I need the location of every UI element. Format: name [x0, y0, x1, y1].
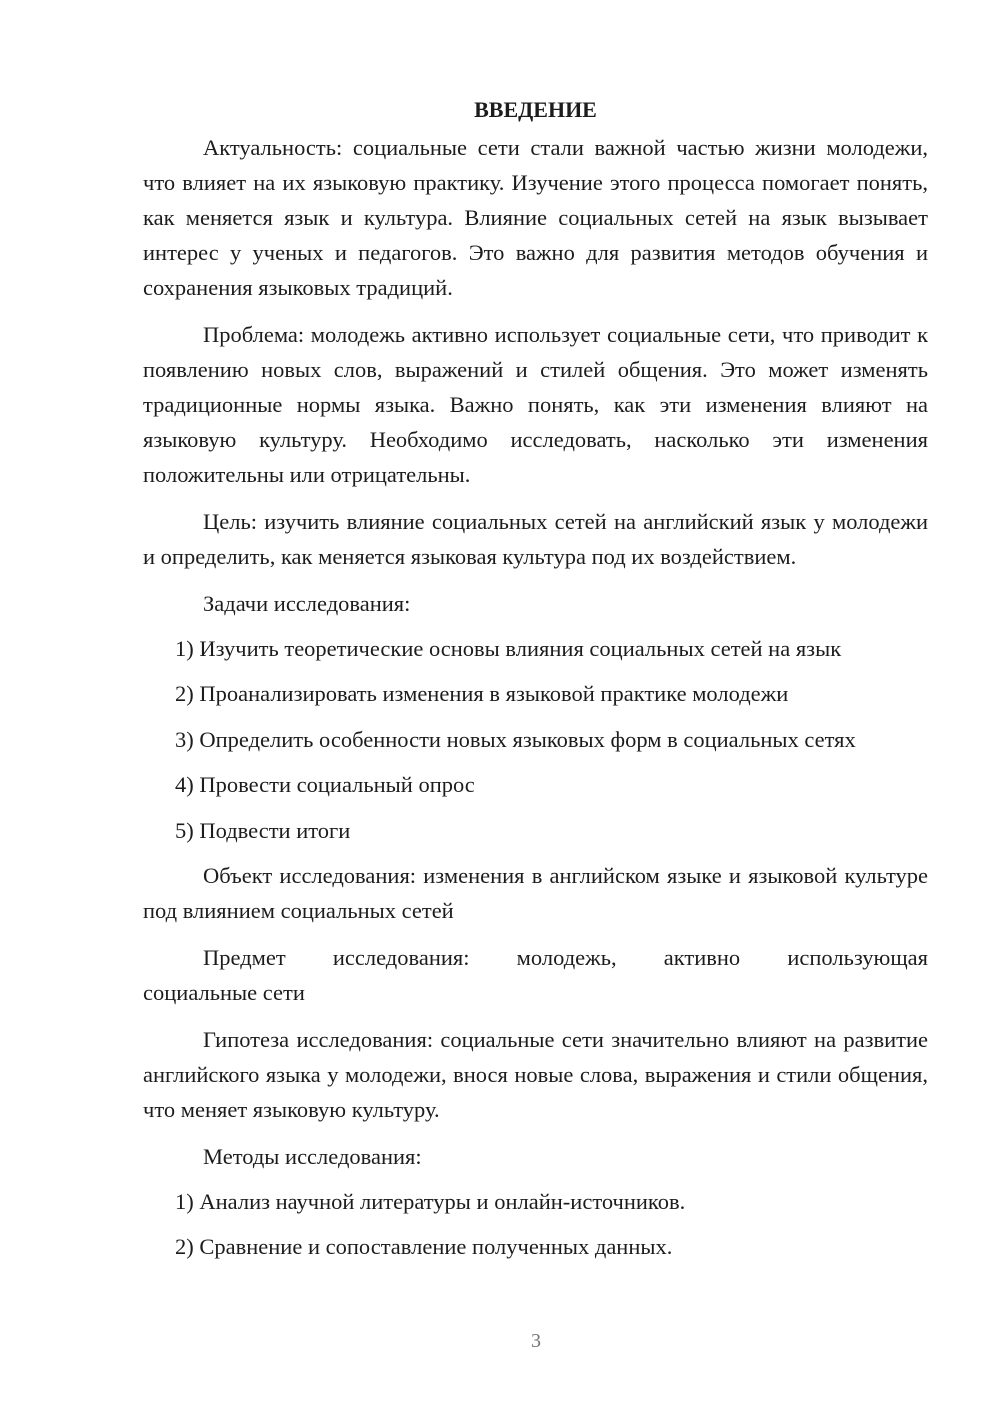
goal-paragraph: Цель: изучить влияние социальных сетей на английский язык у молодежи и определить, как меняется языковая культура под их воздействием. — [143, 509, 928, 569]
page-number: 3 — [531, 1330, 541, 1352]
list-item: 1) Анализ научной литературы и онлайн-источников. — [175, 1188, 686, 1214]
list-item: 1) Изучить теоретические основы влияния социальных сетей на язык — [175, 636, 842, 661]
list-item: 2) Сравнение и сопоставление полученных данных. — [175, 1234, 673, 1260]
problem-paragraph: Проблема: молодежь активно использует социальные сети, что приводит к появлению новых слов, выражений и стилей общения. Это может изменять традиционные нормы языка. Важно понять, как эти изменения влияют на языковую культуру. Необходимо исследовать, насколько эти изменения положительны или отрицательны. — [143, 322, 928, 487]
list-item: 5) Подвести итоги — [175, 817, 351, 843]
page-title: ВВЕДЕНИЕ — [474, 97, 597, 122]
object-paragraph: Объект исследования: изменения в английском языке и языковой культуре под влиянием социальных сетей — [143, 862, 928, 923]
subject-line-2: социальные сети — [143, 979, 305, 1005]
page-body — [143, 92, 928, 1275]
relevance-paragraph: Актуальность: социальные сети стали важной частью жизни молодежи, что влияет на их языковую практику. Изучение этого процесса помогает понять, как меняется язык и культура. Влияние социальных сетей на язык вызывает интерес у ученых и педагогов. Это важно для развития методов обучения и сохранения языковых традиций. — [143, 135, 928, 300]
methods-heading: Методы исследования: — [203, 1143, 422, 1169]
methods-list — [143, 1184, 928, 1264]
list-item: 4) Провести социальный опрос — [175, 772, 475, 798]
list-item: 2) Проанализировать изменения в языковой практике молодежи — [175, 681, 789, 707]
tasks-heading: Задачи исследования: — [203, 591, 411, 616]
subject-line-1: Предмет исследования: молодежь, активно использующая — [203, 944, 928, 970]
hypothesis-paragraph: Гипотеза исследования: социальные сети значительно влияют на развитие английского языка у молодежи, внося новые слова, выражения и стили общения, что меняет языковую культуру. — [143, 1026, 928, 1122]
tasks-list — [143, 631, 928, 848]
list-item: 3) Определить особенности новых языковых форм в социальных сетях — [175, 726, 856, 752]
